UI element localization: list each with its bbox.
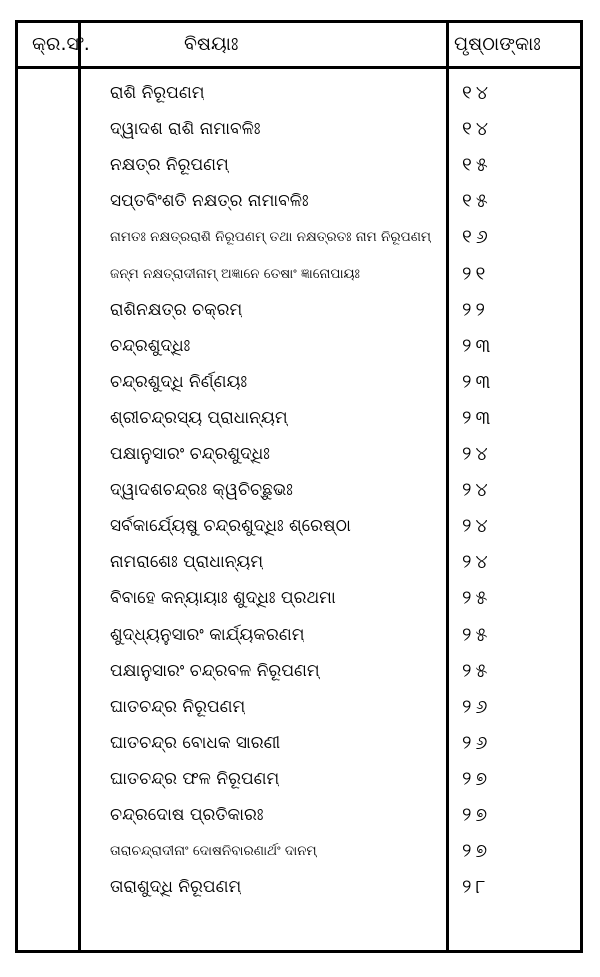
header-page-no: ପୃଷ୍ଠାଙ୍କାଃ: [454, 33, 541, 55]
row-page-number: ୨୪: [462, 551, 492, 574]
row-page-number: ୨୭: [462, 804, 492, 826]
table-row: [18, 761, 580, 797]
row-page-number: ୨୬: [462, 695, 492, 718]
table-row: [18, 292, 580, 328]
table-row: [18, 436, 580, 472]
table-row: [18, 183, 580, 219]
table-row: [18, 797, 580, 833]
table-row: [18, 472, 580, 508]
row-subject: ତାରାଶୁଦ୍ଧି ନିରୂପଣମ୍: [110, 877, 242, 898]
table-row: [18, 833, 580, 869]
table-row: [18, 328, 580, 364]
row-page-number: ୨୪: [462, 443, 492, 465]
row-page-number: ୨୪: [462, 515, 492, 538]
row-page-number: ୨୫: [462, 659, 492, 682]
table-row: [18, 400, 580, 436]
row-subject: ପକ୍ଷାନୁସାରଂ ଚନ୍ଦ୍ରଶୁଦ୍ଧିଃ: [110, 444, 270, 464]
row-subject: ଜନ୍ମ ନକ୍ଷତ୍ରାଦୀନାମ୍ ଅଜ୍ଞାନେ ତେଷାଂ ଜ୍ଞାନୋପାୟଃ: [110, 265, 360, 282]
row-subject: ରାଶିନକ୍ଷତ୍ର ଚକ୍ରମ୍: [110, 299, 243, 320]
header-subject: ବିଷୟାଃ: [184, 33, 239, 55]
row-subject: ନକ୍ଷତ୍ର ନିରୂପଣମ୍: [110, 155, 229, 176]
row-page-number: ୨୧: [462, 262, 490, 285]
table-row: [18, 364, 580, 400]
row-subject: ସପ୍ତବିଂଶତି ନକ୍ଷତ୍ର ନାମାବଳିଃ: [110, 191, 309, 212]
row-subject: ସର୍ବକାର୍ଯ୍ୟେଷୁ ଚନ୍ଦ୍ରଶୁଦ୍ଧିଃ ଶ୍ରେଷ୍ଠା: [110, 516, 351, 537]
row-page-number: ୨୮: [462, 876, 490, 899]
table-row: [18, 653, 580, 689]
row-subject: ଦ୍ୱାଦଶଚନ୍ଦ୍ରଃ କ୍ୱଚିଚ୍ଛୁଭଃ: [110, 480, 293, 501]
row-page-number: ୨୭: [462, 840, 492, 863]
row-subject: ଚନ୍ଦ୍ରଶୁଦ୍ଧି ନିର୍ଣ୍ଣୟଃ: [110, 371, 248, 392]
table-row: [18, 75, 580, 111]
row-subject: ଚନ୍ଦ୍ରଶୁଦ୍ଧିଃ: [110, 335, 191, 356]
table-row: [18, 219, 580, 255]
table-row: [18, 869, 580, 905]
row-subject: ନାମରାଶେଃ ପ୍ରାଧାନ୍ୟମ୍: [110, 552, 264, 573]
header-serial-no: କ୍ର.ସଂ.: [32, 33, 90, 55]
contents-table: [15, 20, 583, 953]
row-page-number: ୧୫: [462, 154, 492, 177]
row-page-number: ୨୩: [462, 370, 495, 393]
row-page-number: ୨୪: [462, 479, 492, 502]
table-row: [18, 725, 580, 761]
row-subject: ତାରାଚନ୍ଦ୍ରାଦୀନାଂ ଦୋଷନିବାରଣାର୍ଥଂ ଦାନମ୍: [110, 843, 317, 860]
table-row: [18, 111, 580, 147]
row-subject: ଘାତଚନ୍ଦ୍ର ଫଳ ନିରୂପଣମ୍: [110, 768, 280, 789]
table-row: [18, 617, 580, 653]
row-subject: ରାଶି ନିରୂପଣମ୍: [110, 83, 205, 103]
row-subject: ଶ୍ରୀଚନ୍ଦ୍ରସ୍ୟ ପ୍ରାଧାନ୍ୟମ୍: [110, 407, 288, 428]
row-page-number: ୨୨: [462, 298, 489, 321]
table-row: [18, 147, 580, 183]
table-row: [18, 689, 580, 725]
row-page-number: ୨୫: [462, 587, 492, 610]
row-subject: ଘାତଚନ୍ଦ୍ର ବୋଧକ ସାରଣୀ: [110, 732, 281, 753]
row-subject: ନାମତଃ ନକ୍ଷତ୍ରରାଶି ନିରୂପଣମ୍ ତଥା ନକ୍ଷତ୍ରତଃ ନାମ ନିରୂପଣମ୍: [110, 229, 431, 246]
table-row: [18, 508, 580, 544]
row-page-number: ୨୩: [462, 406, 495, 429]
row-subject: ପକ୍ଷାନୁସାରଂ ଚନ୍ଦ୍ରବଳ ନିରୂପଣମ୍: [110, 660, 320, 681]
row-page-number: ୧୪: [462, 118, 493, 141]
row-page-number: ୨୭: [462, 767, 492, 790]
row-subject: ଚନ୍ଦ୍ରଦୋଷ ପ୍ରତିକାରଃ: [110, 805, 264, 825]
row-page-number: ୨୩: [462, 334, 495, 357]
row-subject: ଘାତଚନ୍ଦ୍ର ନିରୂପଣମ୍: [110, 696, 246, 717]
row-page-number: ୧୬: [462, 226, 492, 249]
table-row: [18, 544, 580, 580]
table-row: [18, 256, 580, 292]
row-subject: ବିବାହେ କନ୍ୟାୟାଃ ଶୁଦ୍ଧିଃ ପ୍ରଥମା: [110, 588, 336, 609]
table-row: [18, 580, 580, 616]
row-page-number: ୨୬: [462, 731, 492, 754]
row-subject: ଶୁଦ୍ଧ୍ୟନୁସାରଂ କାର୍ଯ୍ୟକରଣମ୍: [110, 624, 305, 645]
row-page-number: ୧୫: [462, 190, 492, 213]
table-header: [18, 23, 580, 69]
row-subject: ଦ୍ୱାଦଶ ରାଶି ନାମାବଳିଃ: [110, 119, 261, 140]
row-page-number: ୨୫: [462, 623, 492, 646]
row-page-number: ୧୪: [462, 82, 493, 104]
